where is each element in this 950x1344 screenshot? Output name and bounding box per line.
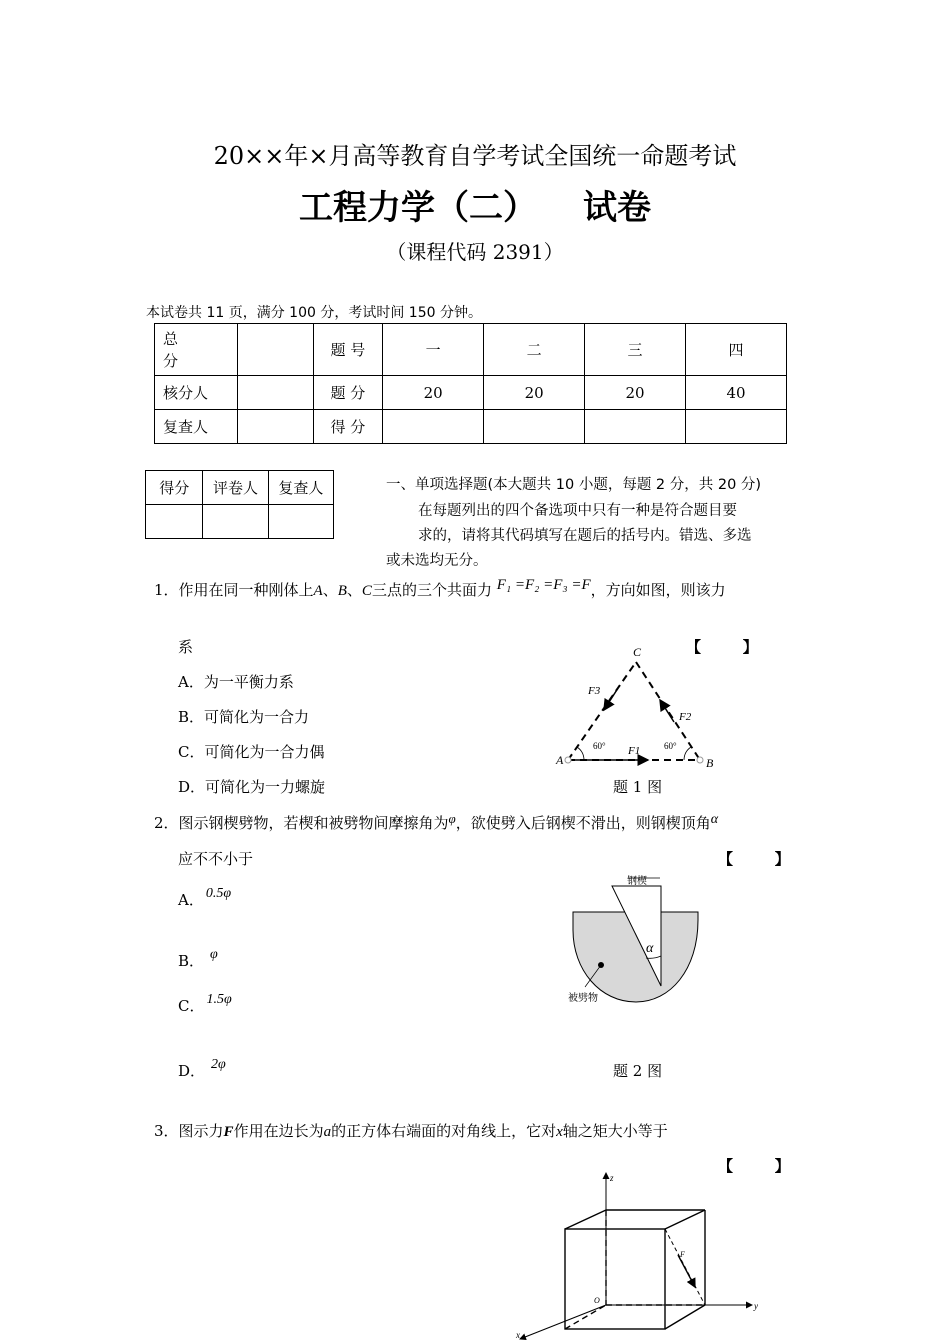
question-no-4: 四	[686, 324, 787, 376]
grader-name-cell[interactable]	[203, 505, 268, 539]
q3-force-label: F	[680, 1250, 685, 1259]
grader-table	[145, 470, 334, 539]
q1-stem-b: 三点的三个共面力	[371, 581, 492, 599]
q1-label-a: A	[556, 753, 564, 767]
q3-stem-c: 的正方体右端面的对角线上，它对	[331, 1122, 557, 1140]
question-score-4: 40	[686, 376, 787, 410]
q3-cube-edge-3	[665, 1210, 705, 1229]
total-score-label: 总 分	[155, 324, 238, 376]
q1-force-f3-arrow	[604, 685, 620, 710]
q2-stem-cont: 应不不小于	[178, 850, 254, 868]
paper-title-suffix: 试卷	[583, 188, 651, 228]
question-no-2: 二	[484, 324, 585, 376]
q3-origin-label: O	[594, 1296, 600, 1305]
q1-point-c: C	[361, 583, 372, 599]
q1-angle-label-b: 60°	[664, 741, 677, 751]
grader-score-label: 得分	[146, 471, 203, 505]
question-no-3: 三	[585, 324, 686, 376]
q2-stem-a: 2．图示钢楔劈物，若楔和被劈物间摩擦角为	[154, 814, 449, 832]
q2-stem	[154, 812, 718, 833]
q1-point-a-dot	[565, 757, 571, 763]
q2-object-label: 被劈物	[568, 993, 598, 1004]
q3-x-label: x	[516, 1330, 520, 1340]
score-checker-label: 核分人	[155, 376, 238, 410]
q2-option-c-value: 1.5φ	[206, 992, 232, 1007]
question-no-1: 一	[383, 324, 484, 376]
q2-wedge-figure	[560, 870, 710, 1010]
q2-wedge-label: 钢楔	[627, 876, 647, 887]
section1-instruction-2: 求的，请将其代码填写在题后的括号内。错选、多选	[418, 528, 752, 544]
q1-force-f2-arrow	[660, 700, 674, 722]
q1-angle-arc-a	[577, 747, 584, 760]
q2-stem-b: ，欲使劈入后钢楔不滑出，则钢楔顶角	[455, 814, 711, 832]
q2-option-b-value: φ	[210, 947, 218, 962]
score-checker-cell[interactable]	[238, 376, 313, 410]
question-score-3: 20	[585, 376, 686, 410]
q2-figure-caption: 题 2 图	[613, 1062, 663, 1080]
q2-option-b	[178, 947, 218, 971]
q3-force-arrow	[678, 1255, 695, 1287]
q2-option-a	[178, 886, 232, 910]
q3-z-label: z	[610, 1173, 614, 1183]
section1-instruction-1: 在每题列出的四个备选项中只有一种是符合题目要	[418, 503, 737, 519]
q3-axis-symbol: x	[556, 1124, 563, 1140]
q1-stem-c: ，方向如图，则该力	[590, 581, 726, 599]
q2-option-d	[178, 1057, 226, 1081]
q1-option-a: A．为一平衡力系	[178, 673, 294, 691]
q1-stem: 1．作用在同一种刚体上A、B、C三点的三个共面力 F₁ =F₂ =F₃ =F，方向如图，则该力	[154, 577, 726, 599]
q3-answer-bracket[interactable]: 【 】	[718, 1157, 790, 1175]
q1-label-f3: F3	[588, 685, 601, 697]
grader-reviewer-label: 复查人	[268, 471, 333, 505]
earned-score-1[interactable]	[383, 410, 484, 444]
q2-option-d-label: D．	[178, 1062, 206, 1080]
q3-cube-edge-1	[565, 1210, 606, 1229]
grader-name-label: 评卷人	[203, 471, 268, 505]
reviewer-label: 复查人	[155, 410, 238, 444]
q2-option-a-label: A．	[178, 891, 204, 909]
section1-instruction-3: 或未选均无分。	[386, 553, 488, 569]
q3-side-symbol: a	[323, 1124, 332, 1140]
q3-cube-figure	[510, 1165, 770, 1344]
q1-angle-arc-b	[684, 747, 691, 760]
q1-label-f1: F1	[628, 745, 641, 757]
q2-answer-bracket[interactable]: 【 】	[718, 850, 790, 868]
question-score-label: 题 分	[313, 376, 383, 410]
reviewer-cell[interactable]	[238, 410, 313, 444]
score-table	[154, 323, 787, 444]
q1-point-b: B	[337, 583, 347, 599]
q1-stem-cont: 系	[178, 638, 194, 656]
q1-force-triangle-figure	[548, 640, 728, 775]
q1-stem-a: 1．作用在同一种刚体上	[154, 581, 314, 599]
q1-option-d: D．可简化为一力螺旋	[178, 778, 326, 796]
q2-alpha-symbol: α	[710, 812, 719, 827]
q2-alpha-label: α	[646, 941, 654, 956]
q3-cube-front-face	[565, 1229, 665, 1329]
question-score-1: 20	[383, 376, 484, 410]
q3-stem-d: 轴之矩大小等于	[562, 1122, 668, 1140]
q2-phi-symbol: φ	[448, 811, 456, 826]
earned-score-label: 得 分	[313, 410, 383, 444]
earned-score-2[interactable]	[484, 410, 585, 444]
q2-option-b-label: B．	[178, 952, 205, 970]
q3-force-symbol: F	[223, 1124, 234, 1140]
question-score-2: 20	[484, 376, 585, 410]
q3-stem	[154, 1120, 668, 1141]
paper-title	[0, 180, 950, 229]
q1-label-c: C	[633, 645, 642, 659]
q3-cube-edge-5	[665, 1305, 705, 1329]
q3-x-axis	[520, 1305, 606, 1339]
q2-option-d-value: 2φ	[211, 1057, 226, 1072]
q1-angle-label-a: 60°	[593, 741, 606, 751]
q2-option-c	[178, 992, 232, 1016]
q1-point-a: A	[313, 583, 323, 599]
q1-figure-caption: 题 1 图	[613, 778, 663, 796]
q3-stem-a: 3．图示力	[154, 1122, 224, 1140]
paper-title-main: 工程力学（二）	[299, 188, 537, 228]
exam-info: 本试卷共 11 页，满分 100 分，考试时间 150 分钟。	[146, 305, 482, 321]
q3-y-label: y	[754, 1301, 758, 1311]
q1-label-b: B	[706, 756, 714, 770]
q1-option-c: C．可简化为一合力偶	[178, 743, 325, 761]
grader-score-cell[interactable]	[146, 505, 203, 539]
course-code: （课程代码 2391）	[386, 240, 564, 264]
earned-score-3[interactable]	[585, 410, 686, 444]
section1-title: 一、单项选择题(本大题共 10 小题，每题 2 分，共 20 分)	[386, 477, 762, 493]
total-score-cell[interactable]	[238, 324, 313, 376]
q2-option-c-label: C．	[178, 997, 205, 1015]
exam-line: 20××年×月高等教育自学考试全国统一命题考试	[213, 142, 737, 170]
q1-label-f2: F2	[679, 711, 692, 723]
q3-stem-b: 作用在边长为	[233, 1122, 324, 1140]
q1-option-b: B．可简化为一合力	[178, 708, 310, 726]
q1-formula: F₁ =F₂ =F₃ =F	[496, 577, 591, 593]
question-no-label: 题 号	[313, 324, 383, 376]
q1-answer-bracket[interactable]: 【 】	[686, 638, 758, 656]
q2-option-a-value: 0.5φ	[205, 886, 232, 901]
q1-point-b-dot	[697, 757, 703, 763]
earned-score-4[interactable]	[686, 410, 787, 444]
grader-reviewer-cell[interactable]	[268, 505, 333, 539]
q3-cube-hidden-edge-3	[565, 1305, 606, 1329]
